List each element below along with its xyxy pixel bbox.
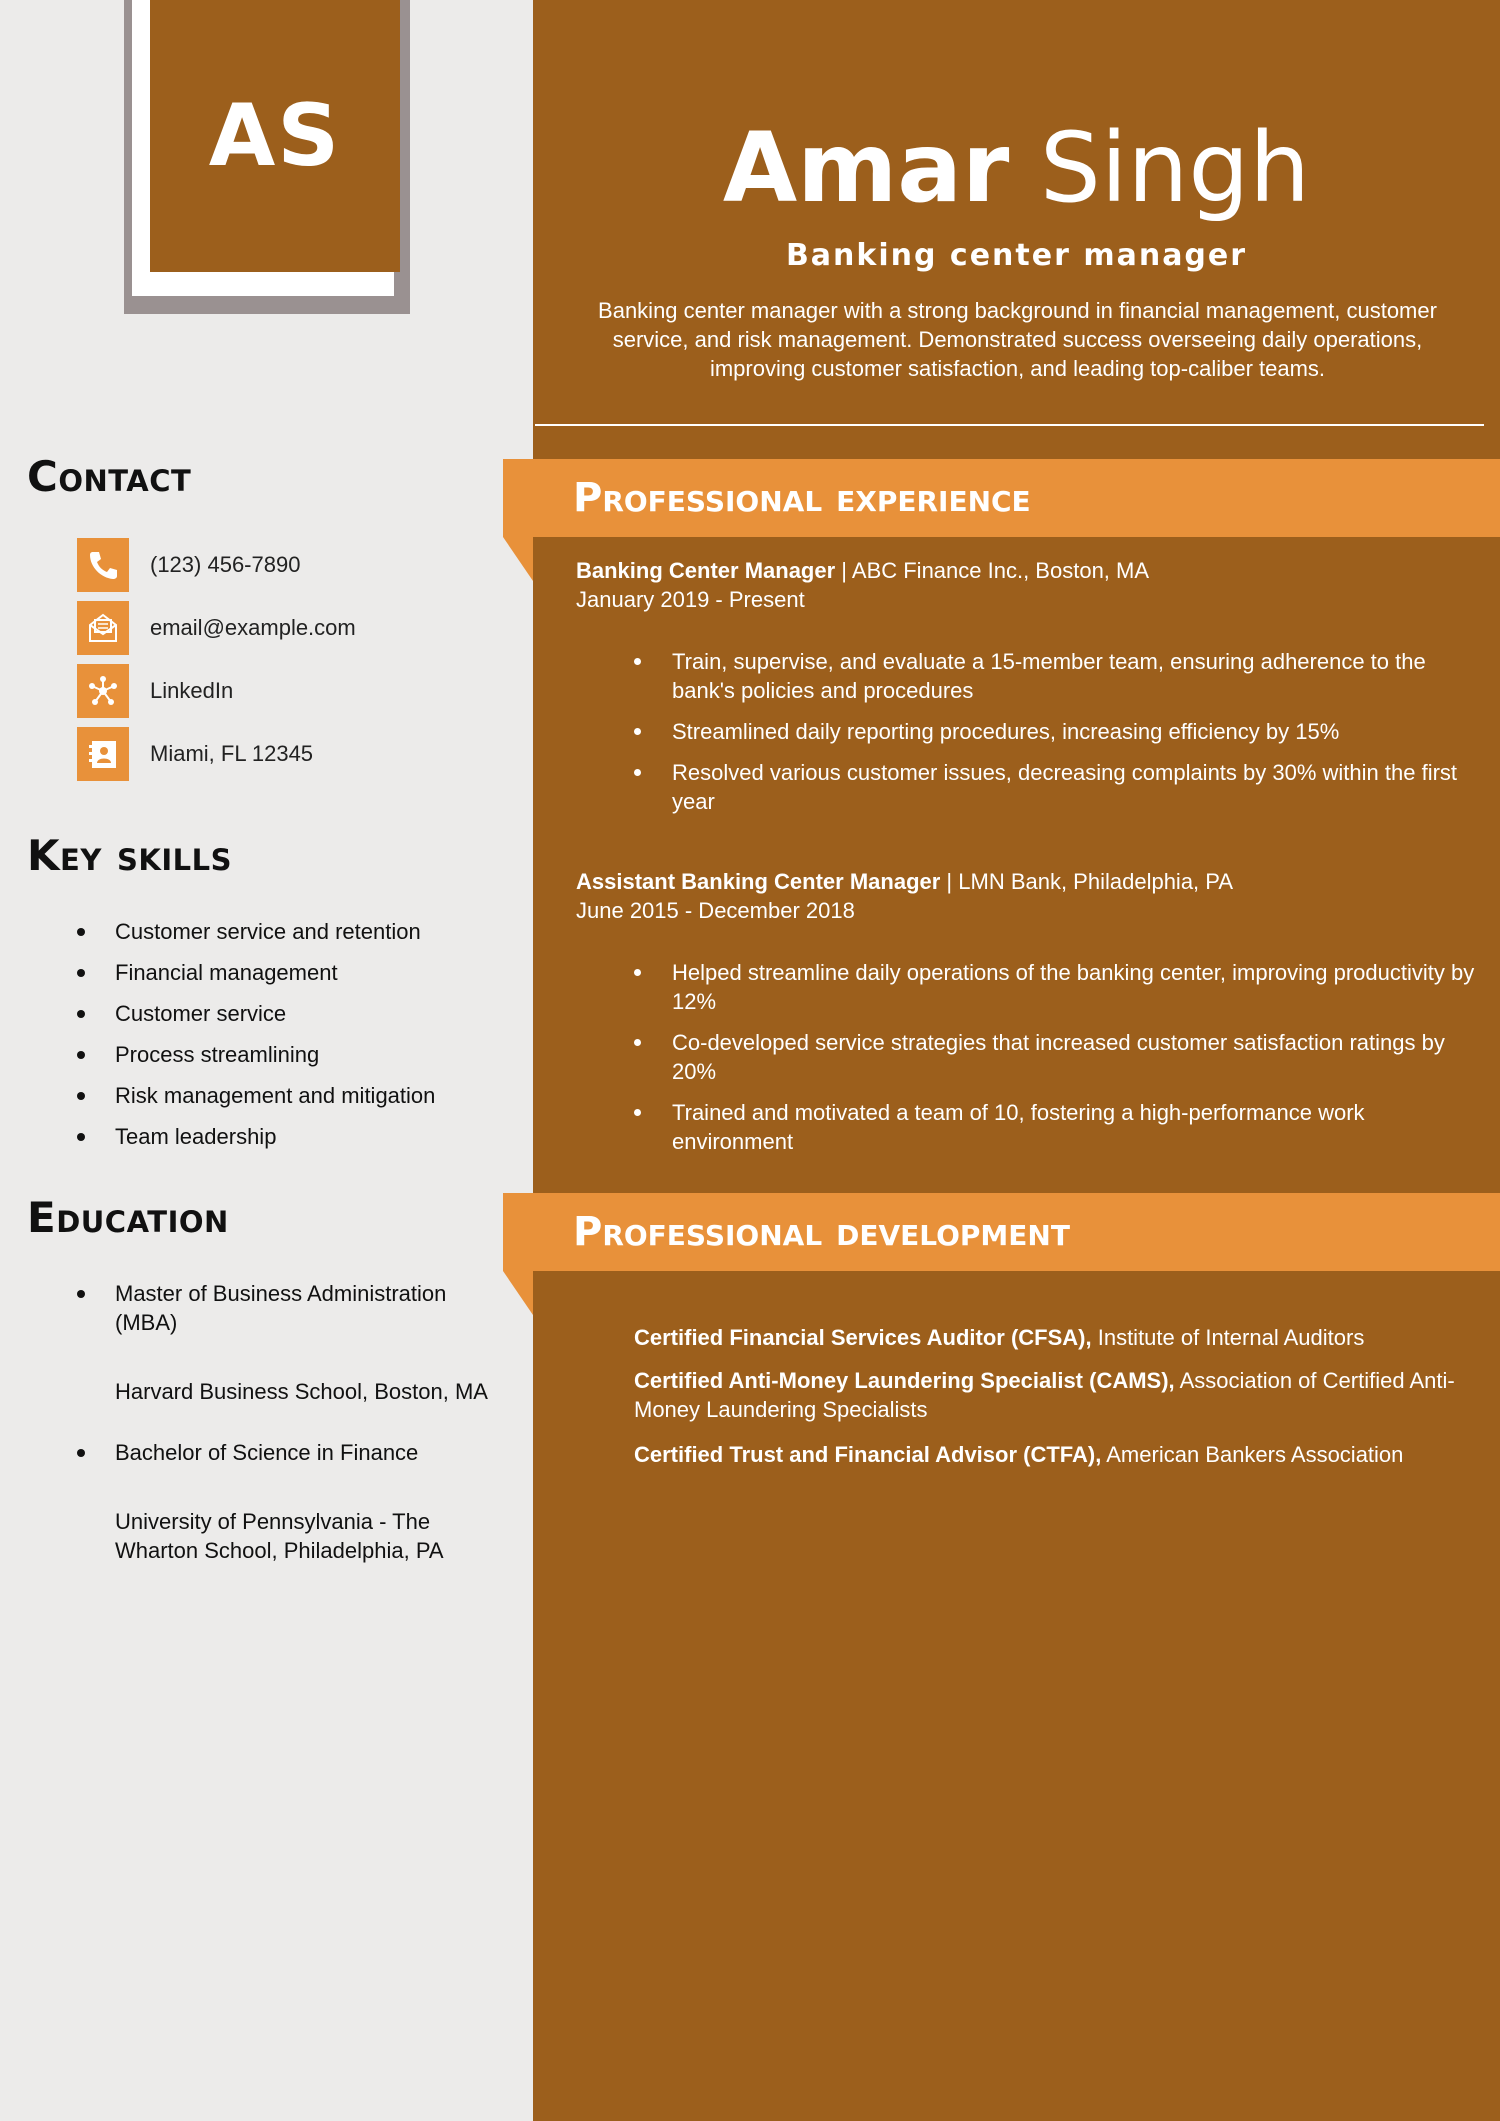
job-bullet: Co-developed service strategies that increased customer satisfaction ratings by 20% <box>632 1028 1482 1086</box>
location-text: Miami, FL 12345 <box>150 741 314 766</box>
contact-email <box>77 601 356 655</box>
skills-heading: Key skills <box>27 831 232 880</box>
job-company: | ABC Finance Inc., Boston, MA <box>835 558 1150 583</box>
monogram-border <box>132 0 394 296</box>
development-heading: Professional development <box>573 1209 1070 1255</box>
skill-item: Financial management <box>70 958 490 987</box>
certification-item <box>634 1366 1474 1424</box>
certification-name: Certified Trust and Financial Advisor (CTFA), <box>634 1442 1102 1467</box>
certification-org: Association of Certified Anti-Money Laundering Specialists <box>634 1368 1455 1422</box>
education-school: Harvard Business School, Boston, MA <box>115 1379 488 1404</box>
experience-banner <box>503 459 1500 537</box>
education-degree: Master of Business Administration (MBA) <box>70 1279 490 1337</box>
skills-list <box>70 917 490 1151</box>
skill-item: Process streamlining <box>70 1040 490 1069</box>
job-bullet: Helped streamline daily operations of the banking center, improving productivity by 12% <box>632 958 1482 1016</box>
monogram <box>150 0 400 272</box>
job-company: | LMN Bank, Philadelphia, PA <box>940 869 1233 894</box>
job-dates: January 2019 - Present <box>576 587 805 612</box>
address-book-icon <box>77 727 129 781</box>
job-header <box>576 556 1149 585</box>
job-header <box>576 867 1233 896</box>
education-school: University of Pennsylvania - The Wharton School, Philadelphia, PA <box>115 1509 444 1563</box>
job-title: Banking center manager <box>785 238 1248 273</box>
skill-item: Customer service <box>70 999 490 1028</box>
candidate-name <box>533 108 1500 228</box>
skill-item: Risk management and mitigation <box>70 1081 490 1110</box>
summary: Banking center manager with a strong background in financial management, customer service, and risk management. Demonstrated success overseeing daily operations, improving customer satisfaction, and leading top-caliber teams. <box>598 298 1437 381</box>
job-bullet: Trained and motivated a team of 10, fostering a high-performance work environment <box>632 1098 1482 1156</box>
job-title: Assistant Banking Center Manager <box>576 869 941 894</box>
job-bullet: Resolved various customer issues, decreasing complaints by 30% within the first year <box>632 758 1482 816</box>
first-name: Amar <box>722 112 1010 224</box>
phone-icon <box>77 538 129 592</box>
email-text: email@example.com <box>150 615 356 640</box>
monogram-frame <box>124 0 410 314</box>
phone-text: (123) 456-7890 <box>150 552 301 577</box>
job-title: Banking Center Manager <box>576 558 836 583</box>
linkedin-text: LinkedIn <box>150 678 234 703</box>
development-banner <box>503 1193 1500 1271</box>
experience-banner-fold <box>503 537 533 581</box>
certification-item <box>634 1323 1474 1352</box>
job-dates: June 2015 - December 2018 <box>576 898 855 923</box>
contact-phone <box>77 538 300 592</box>
skill-item: Customer service and retention <box>70 917 490 946</box>
job-bullets <box>632 647 1482 828</box>
experience-heading: Professional experience <box>573 475 1031 521</box>
job-bullet: Streamlined daily reporting procedures, increasing efficiency by 15% <box>632 717 1482 746</box>
job-bullets <box>632 958 1482 1168</box>
last-name: Singh <box>1039 112 1311 224</box>
skill-item: Team leadership <box>70 1122 490 1151</box>
certification-name: Certified Financial Services Auditor (CFSA), <box>634 1325 1092 1350</box>
header-divider <box>535 424 1484 426</box>
network-icon <box>77 664 129 718</box>
development-banner-fold <box>503 1271 533 1315</box>
monogram-initials: AS <box>208 86 342 186</box>
certification-name: Certified Anti-Money Laundering Specialist (CAMS), <box>634 1368 1175 1393</box>
contact-linkedin <box>77 664 233 718</box>
education-degree: Bachelor of Science in Finance <box>70 1438 490 1467</box>
job-bullet: Train, supervise, and evaluate a 15-member team, ensuring adherence to the bank's policies and procedures <box>632 647 1482 705</box>
envelope-icon <box>77 601 129 655</box>
certification-org: Institute of Internal Auditors <box>1091 1325 1365 1350</box>
education-heading: Education <box>27 1193 229 1242</box>
contact-location <box>77 727 313 781</box>
certification-org: American Bankers Association <box>1101 1442 1404 1467</box>
contact-heading: Contact <box>27 452 192 501</box>
education-list <box>70 1279 490 1565</box>
certification-item <box>634 1440 1474 1469</box>
